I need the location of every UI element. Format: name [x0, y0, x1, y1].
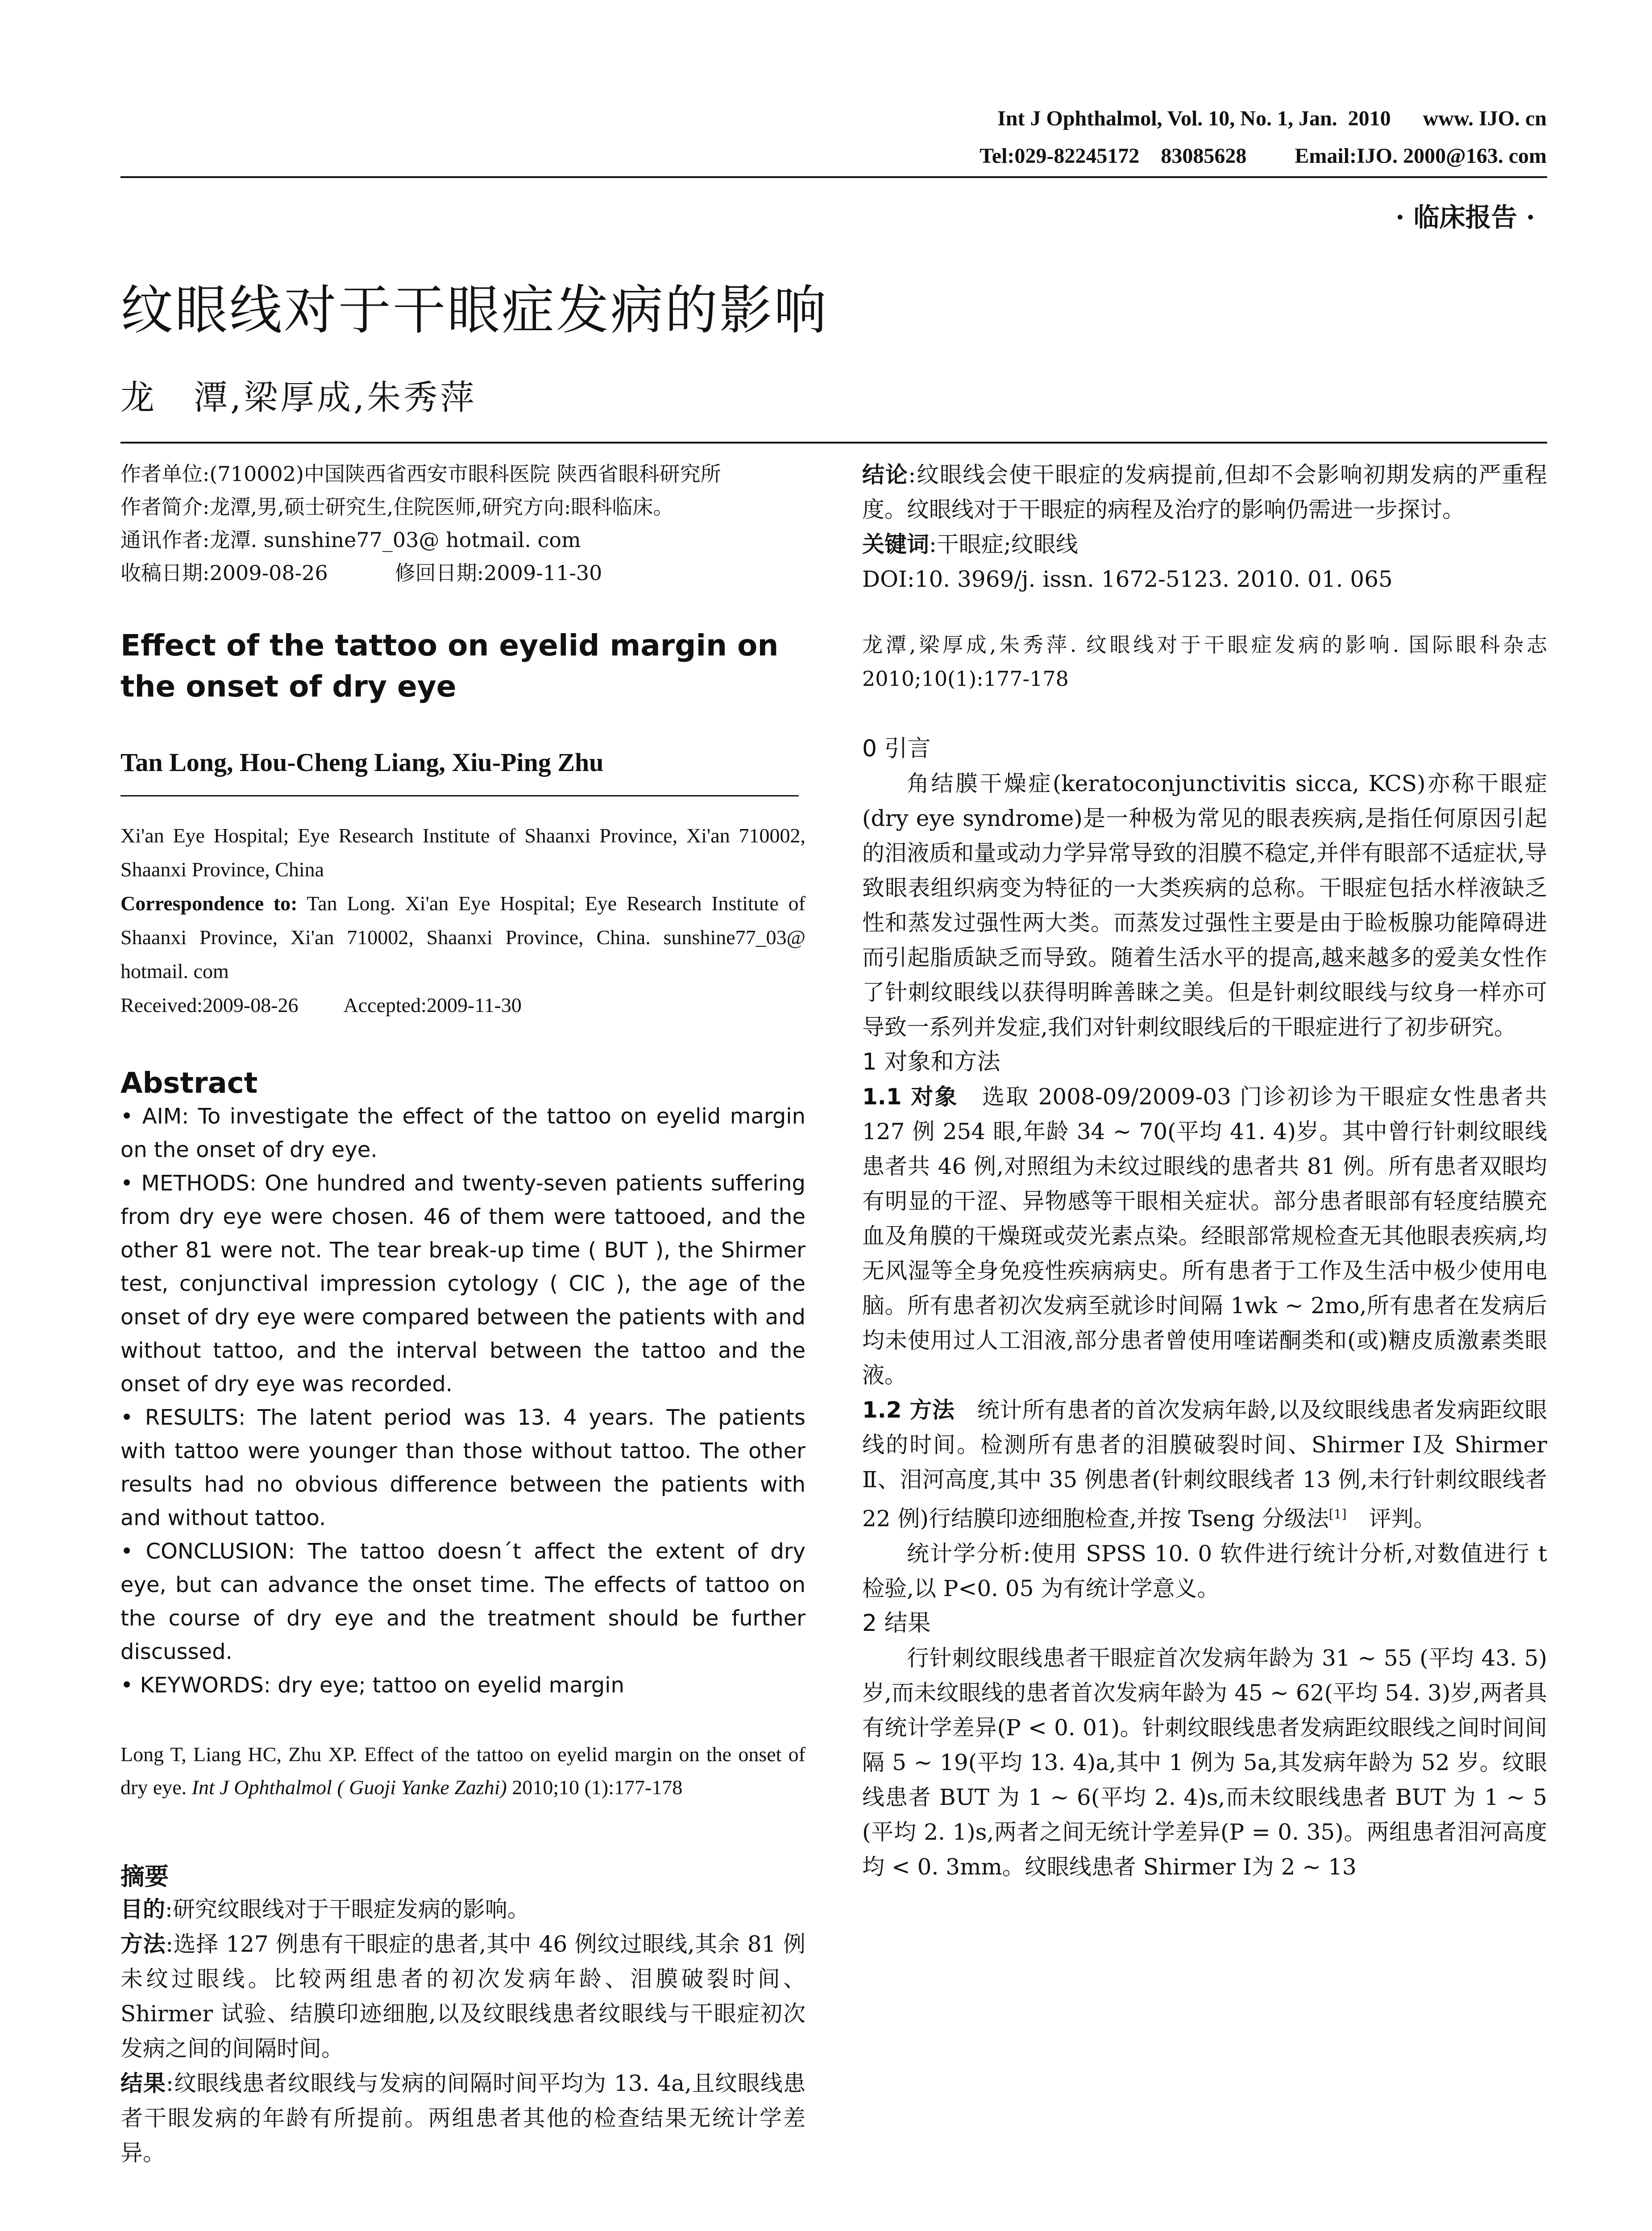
- authors-en: Tan Long, Hou-Cheng Liang, Xiu-Ping Zhu: [120, 748, 604, 777]
- abstract-heading-en: Abstract: [120, 1067, 258, 1100]
- subjects-paragraph: [862, 1079, 1547, 1393]
- authors-cn: 龙 潭,梁厚成,朱秀萍: [120, 377, 477, 417]
- author-bio-cn: 作者简介:龙潭,男,硕士研究生,住院医师,研究方向:眼科临床。: [120, 495, 674, 519]
- methods-text-end: 评判。: [1346, 1505, 1436, 1532]
- doi: DOI:10. 3969/j. issn. 1672-5123. 2010. 01. 065: [862, 566, 1393, 592]
- right-column: [862, 457, 1547, 1884]
- aim-label-cn: 目的: [120, 1896, 165, 1922]
- abstract-aim-cn: [120, 1892, 805, 1927]
- dates-cn: [120, 556, 805, 589]
- abstract-cn-left: [120, 1892, 805, 2170]
- correspondence-text: Tan Long. Xi'an Eye Hospital; Eye Research Institute of Shaanxi Province, Xi'an 710002, Shaanxi Province, China. sunshine77_03@ hotmail. com: [120, 892, 805, 983]
- dates-en: Received:2009-08-26 Accepted:2009-11-30: [120, 994, 522, 1016]
- affiliation-cn: 作者单位:(710002)中国陕西省西安市眼科医院 陕西省眼科研究所: [120, 462, 721, 486]
- correspondence-en: [120, 887, 805, 988]
- citation-en: [120, 1738, 805, 1804]
- results-text-cn: :纹眼线患者纹眼线与发病的间隔时间平均为 13. 4a,且纹眼线患者干眼发病的年龄有所提前。两组患者其他的检查结果无统计学差异。: [120, 2070, 805, 2166]
- methods-paragraph: [862, 1393, 1547, 1536]
- abstract-cn-right: [862, 457, 1547, 597]
- intro-heading: 0 引言: [862, 735, 931, 762]
- methods-label-cn: 方法: [120, 1931, 166, 1957]
- section-tag: · 临床报告 ·: [1395, 202, 1535, 232]
- affiliation-en: Xi'an Eye Hospital; Eye Research Institute of Shaanxi Province, Xi'an 710002, Shaanxi Province, China: [120, 824, 805, 881]
- received-date-cn: 收稿日期:2009-08-26: [120, 561, 328, 585]
- methods-heading: 1 对象和方法: [862, 1049, 1000, 1075]
- subjects-label: 1.1 对象: [862, 1084, 959, 1110]
- results-paragraph: 行针刺纹眼线患者干眼症首次发病年龄为 31 ~ 55 (平均 43. 5)岁,而未纹眼线的患者首次发病年龄为 45 ~ 62(平均 54. 3)岁,两者具有统计学差异(P < 0. 01)。针刺纹眼线患者发病距纹眼线之间时间间隔 5 ~ 19(平均 13. 4)a,其中 1 例为 5a,其发病年龄为 52 岁。纹眼线患者 BUT 为 1 ~ 6(平均 2. 4)s,而未纹眼线患者 BUT 为 1 ~ 5 (平均 2. 1)s,两者之间无统计学差异(P = 0. 35)。两组患者泪河高度均 < 0. 3mm。纹眼线患者 Shirmer Ⅰ为 2 ~ 13: [862, 1645, 1547, 1880]
- article-title-cn: 纹眼线对于干眼症发病的影响: [120, 279, 829, 341]
- conclusion-text-cn: :纹眼线会使干眼症的发病提前,但却不会影响初期发病的严重程度。纹眼线对于干眼症的病程及治疗的影响仍需进一步探讨。: [862, 462, 1547, 523]
- reference-1[interactable]: [1]: [1328, 1507, 1347, 1522]
- abstract-en: [120, 1100, 805, 1702]
- abstract-aim-en: • AIM: To investigate the effect of the tattoo on eyelid margin on the onset of dry eye.: [120, 1104, 805, 1162]
- correspondence-label: Correspondence to:: [120, 892, 298, 915]
- intro-paragraph: 角结膜干燥症(keratoconjunctivitis sicca, KCS)亦称干眼症(dry eye syndrome)是一种极为常见的眼表疾病,是指任何原因引起的泪液质和量或动力学异常导致的泪膜不稳定,并伴有眼部不适症状,导致眼表组织病变为特征的一大类疾病的总称。干眼症包括水样液缺乏性和蒸发过强性两大类。而蒸发过强性主要是由于睑板腺功能障碍进而引起脂质缺乏而导致。随着生活水平的提高,越来越多的爱美女性作了针刺纹眼线以获得明眸善睐之美。但是针刺纹眼线与纹身一样亦可导致一系列并发症,我们对针刺纹眼线后的干眼症进行了初步研究。: [862, 771, 1547, 1040]
- methods-text-cn: :选择 127 例患有干眼症的患者,其中 46 例纹过眼线,其余 81 例未纹过眼线。比较两组患者的初次发病年龄、泪膜破裂时间、Shirmer 试验、结膜印迹细胞,以及纹眼线患者纹眼线与干眼症初次发病之间的间隔时间。: [120, 1931, 805, 2061]
- results-section: [862, 1641, 1547, 1884]
- citation-en-journal: Int J Ophthalmol ( Guoji Yanke Zazhi): [191, 1776, 507, 1799]
- author-info-cn: [120, 457, 805, 589]
- revised-date-cn: 修回日期:2009-11-30: [394, 561, 602, 585]
- correspondence-cn: 通讯作者:龙潭. sunshine77_03@ hotmail. com: [120, 528, 581, 552]
- methods-section: [862, 1079, 1547, 1606]
- keywords-text-cn: :干眼症;纹眼线: [929, 531, 1078, 557]
- abstract-methods-en: • METHODS: One hundred and twenty-seven patients suffering from dry eye were chosen. 46 of them were tattooed, and the other 81 were not. The tear break-up time ( BUT ), the Shirmer test, conjunctival impression cytology ( CIC ), the age of the onset of dry eye were compared between the patients with and without tattoo, and the interval between the tattoo and the onset of dry eye was recorded.: [120, 1171, 805, 1397]
- abstract-results-cn: [120, 2066, 805, 2170]
- abstract-heading-cn: 摘要: [120, 1862, 169, 1891]
- abstract-keywords-cn: [862, 527, 1547, 562]
- methods-text: 统计所有患者的首次发病年龄,以及纹眼线患者发病距纹眼线的时间。检测所有患者的泪膜破裂时间、Shirmer Ⅰ及 Shirmer Ⅱ、泪河高度,其中 35 例患者(针刺纹眼线者 13 例,未行针刺纹眼线者 22 例)行结膜印迹细胞检查,并按 Tseng 分级法: [862, 1397, 1547, 1532]
- abstract-conclusion-en: • CONCLUSION: The tattoo doesn´t affect the extent of dry eye, but can advance the onset time. The effects of tattoo on the course of dry eye and the treatment should be further discussed.: [120, 1539, 805, 1664]
- results-heading: 2 结果: [862, 1609, 931, 1637]
- abstract-keywords-en: • KEYWORDS: dry eye; tattoo on eyelid margin: [120, 1673, 624, 1698]
- stats-paragraph: 统计学分析:使用 SPSS 10. 0 软件进行统计分析,对数值进行 t 检验,以 P<0. 05 为有统计学意义。: [862, 1540, 1547, 1601]
- journal-header-line2: Tel:029-82245172 83085628 Email:IJO. 2000@163. com: [980, 144, 1547, 168]
- article-title-en: Effect of the tattoo on eyelid margin on the onset of dry eye: [120, 628, 779, 704]
- aim-text-cn: :研究纹眼线对于干眼症发病的影响。: [165, 1896, 530, 1922]
- intro-section: [862, 766, 1547, 1045]
- abstract-conclusion-cn: [862, 457, 1547, 527]
- author-info-en: [120, 819, 805, 1022]
- abstract-methods-cn: [120, 1927, 805, 2066]
- keywords-label-cn: 关键词: [862, 531, 929, 557]
- journal-header-line1: Int J Ophthalmol, Vol. 10, No. 1, Jan. 2010 www. IJO. cn: [997, 107, 1547, 130]
- left-column: [120, 457, 805, 2170]
- citation-en-part1: Long T, Liang HC, Zhu XP. Effect of the tattoo on eyelid margin on the onset of dry eye.: [120, 1743, 805, 1799]
- abstract-results-en: • RESULTS: The latent period was 13. 4 years. The patients with tattoo were younger than those without tattoo. The other results had no obvious difference between the patients with and without tattoo.: [120, 1405, 805, 1530]
- authors-en-rule: [120, 795, 799, 796]
- header-rule: [120, 176, 1547, 178]
- methods-label: 1.2 方法: [862, 1397, 955, 1423]
- conclusion-label-cn: 结论: [862, 461, 909, 488]
- citation-cn: 龙潭,梁厚成,朱秀萍. 纹眼线对于干眼症发病的影响. 国际眼科杂志 2010;10(1):177-178: [862, 633, 1547, 691]
- subjects-text: 选取 2008-09/2009-03 门诊初诊为干眼症女性患者共 127 例 254 眼,年龄 34 ~ 70(平均 41. 4)岁。其中曾行针刺纹眼线患者共 46 例,对照组为未纹过眼线的患者共 81 例。所有患者双眼均有明显的干涩、异物感等干眼相关症状。部分患者眼部有轻度结膜充血及角膜的干燥斑或荧光素点染。经眼部常规检查无其他眼表疾病,均无风湿等全身免疫性疾病病史。所有患者于工作及生活中极少使用电脑。所有患者初次发病至就诊时间隔 1wk ~ 2mo,所有患者在发病后均未使用过人工泪液,部分患者曾使用喹诺酮类和(或)糖皮质激素类眼液。: [862, 1084, 1547, 1388]
- citation-en-part2: 2010;10 (1):177-178: [506, 1776, 683, 1799]
- results-label-cn: 结果: [120, 2070, 166, 2096]
- title-rule: [120, 442, 1547, 444]
